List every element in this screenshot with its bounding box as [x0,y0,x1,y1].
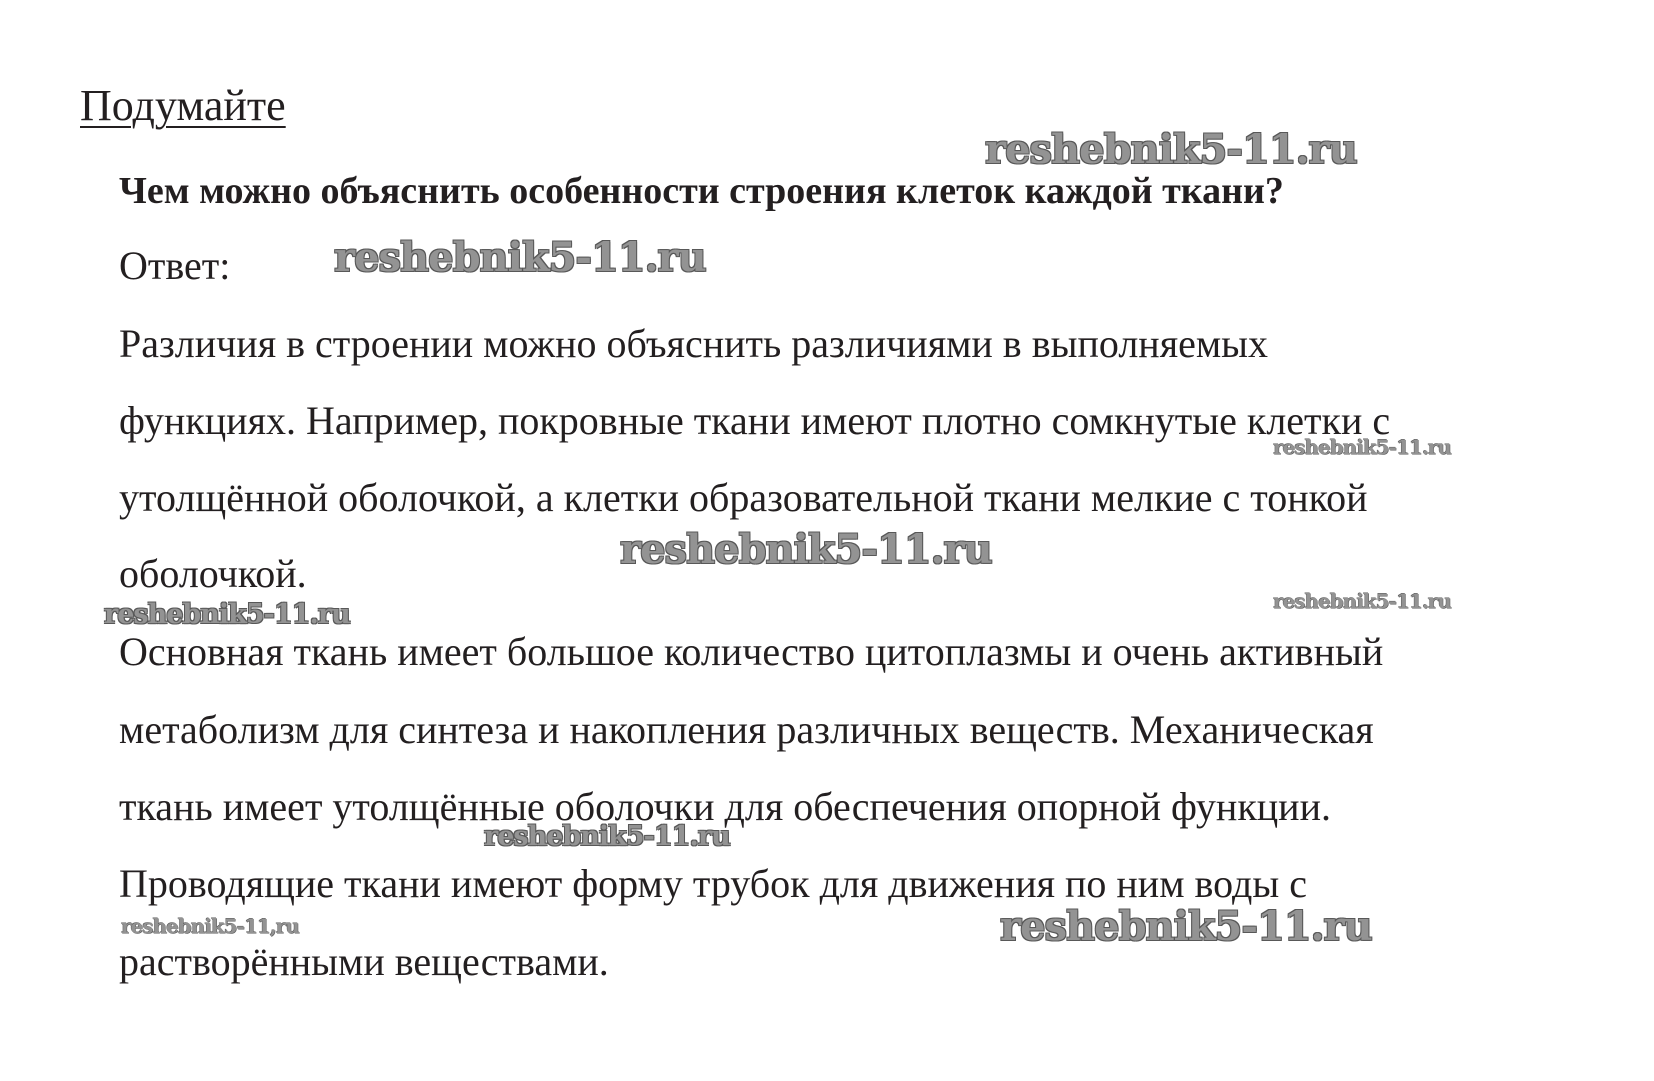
answer-line: Проводящие ткани имеют форму трубок для движения по ним воды с [119,861,1307,906]
watermark: reshebnik5-11.ru [334,234,706,281]
answer-line: Различия в строении можно объяснить различиями в выполняемых [119,321,1269,366]
watermark: reshebnik5-11.ru [484,821,730,852]
watermark: reshebnik5-11.ru [1000,903,1372,950]
watermark: reshebnik5-11.ru [1273,589,1451,613]
answer-line: Основная ткань имеет большое количество цитоплазмы и очень активный [119,629,1384,674]
watermark: reshebnik5-11.ru [104,599,350,630]
answer-line: утолщённой оболочкой, а клетки образовательной ткани мелкие с тонкой [119,475,1368,520]
answer-line: ткань имеет утолщённые оболочки для обеспечения опорной функции. [119,784,1331,829]
answer-line: оболочкой. [119,551,307,596]
watermark: reshebnik5-11.ru [620,526,992,573]
watermark: reshebnik5-11.ru [1273,435,1451,459]
answer-line: растворёнными веществами. [119,939,609,984]
section-heading: Подумайте [80,81,286,130]
watermark: reshebnik5-11,ru [121,914,299,938]
watermark: reshebnik5-11.ru [985,126,1357,173]
answer-line: функциях. Например, покровные ткани имеют плотно сомкнутые клетки с [119,398,1391,443]
question-text: Чем можно объяснить особенности строения клеток каждой ткани? [119,170,1284,212]
answer-line: метаболизм для синтеза и накопления различных веществ. Механическая [119,707,1374,752]
answer-label: Ответ: [119,243,231,288]
